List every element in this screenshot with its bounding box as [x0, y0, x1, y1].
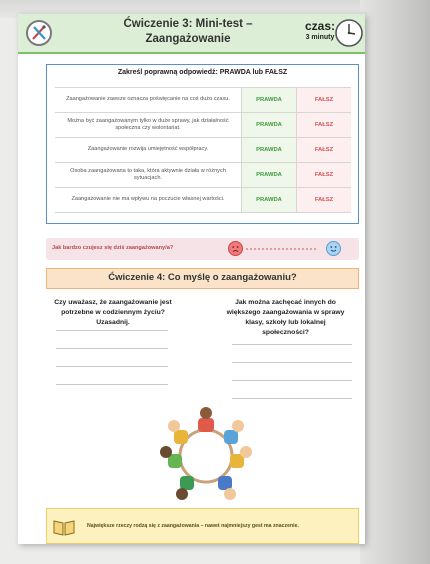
statement: Osoba zaangażowana to taka, która aktywnie działa w różnych sytuacjach. [70, 167, 226, 181]
quiz-heading: Zakreśl poprawną odpowiedź: PRAWDA lub FAŁSZ [117, 69, 288, 76]
answer-line[interactable] [232, 344, 352, 345]
statement: Zaangażowanie rozwija umiejętność współpracy. [87, 146, 209, 153]
true-option[interactable]: PRAWDA [241, 188, 296, 212]
true-option[interactable]: PRAWDA [241, 88, 296, 112]
statement: Zaangażowanie zawsze oznacza poświęcanie na coś dużo czasu. [66, 96, 230, 103]
background-shadow [360, 0, 430, 564]
true-option[interactable]: PRAWDA [241, 163, 296, 187]
false-option[interactable]: FAŁSZ [296, 138, 351, 162]
table-row [55, 137, 351, 162]
mood-scale [46, 238, 359, 260]
true-option[interactable]: PRAWDA [241, 138, 296, 162]
title-line-1: Ćwiczenie 3: Mini-test – [123, 18, 253, 30]
statement: Zaangażowanie nie ma wpływu na poczucie własnej wartości. [71, 196, 225, 203]
book-icon [53, 518, 75, 536]
table-row [55, 162, 351, 187]
true-option[interactable]: PRAWDA [241, 113, 296, 137]
children-circle-illustration [156, 404, 256, 504]
sad-face-icon[interactable] [228, 241, 243, 256]
time-label: czas: [304, 19, 336, 33]
answer-line[interactable] [232, 398, 352, 399]
mood-question: Jak bardzo czujesz się dziś zaangażowany/a? [52, 245, 174, 251]
false-option[interactable]: FAŁSZ [296, 188, 351, 212]
page-title [113, 17, 263, 47]
table-row [55, 112, 351, 137]
time-value: 3 minuty [305, 34, 335, 41]
false-option[interactable]: FAŁSZ [296, 88, 351, 112]
happy-face-icon[interactable] [326, 241, 341, 256]
answer-line[interactable] [232, 380, 352, 381]
false-option[interactable]: FAŁSZ [296, 113, 351, 137]
answer-line[interactable] [56, 330, 168, 331]
worksheet-page [18, 14, 365, 544]
title-line-2: Zaangażowanie [145, 33, 231, 45]
clock-icon [334, 18, 364, 48]
exercise-header [18, 14, 365, 54]
table-row [55, 187, 351, 213]
footer-quote: Największe rzeczy rodzą się z zaangażowania – nawet najmniejszy gest ma znaczenie. [87, 523, 299, 529]
pencil-brush-icon [26, 20, 52, 46]
mood-scale-line[interactable] [246, 248, 316, 252]
answer-line[interactable] [56, 366, 168, 367]
answer-line[interactable] [56, 348, 168, 349]
answer-line[interactable] [56, 384, 168, 385]
false-option[interactable]: FAŁSZ [296, 163, 351, 187]
statement: Można być zaangażowanym tylko w duże sprawy, jak działalność społeczna czy wolontariat. [67, 117, 229, 131]
true-false-table [46, 64, 359, 224]
question-right: Jak można zachęcać innych do większego zaangażowania w sprawy klasy, szkoły lub lokalnej społeczności? [226, 299, 345, 336]
footer-quote-box [46, 508, 359, 544]
question-left: Czy uważasz, że zaangażowanie jest potrzebne w codziennym życiu? Uzasadnij. [54, 299, 172, 326]
exercise-4-title: Ćwiczenie 4: Co myślę o zaangażowaniu? [46, 268, 359, 289]
table-row [55, 87, 351, 112]
answer-line[interactable] [232, 362, 352, 363]
